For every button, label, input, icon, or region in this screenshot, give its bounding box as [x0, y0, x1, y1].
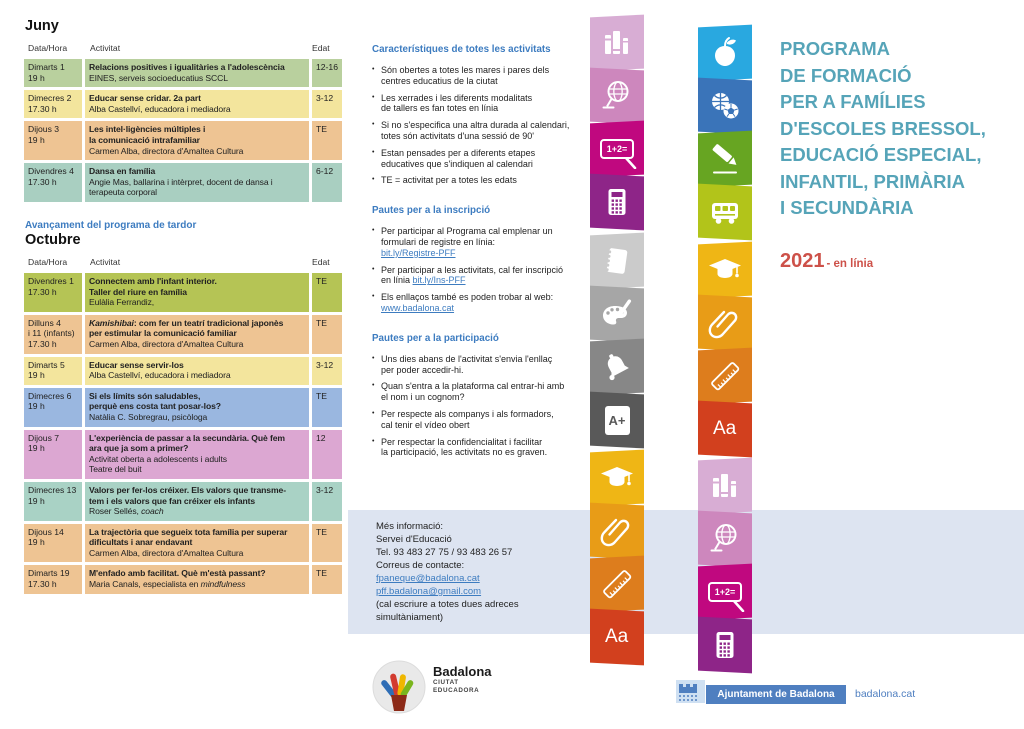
activity-title: M'enfado amb facilitat. Què m'està passant? — [89, 568, 266, 579]
grade-sheet-icon: A+ — [590, 392, 644, 449]
activity-presenter: Eulàlia Ferrandiz, — [89, 297, 155, 308]
activity-title: Dansa en família — [89, 166, 156, 177]
activity-cell — [85, 430, 309, 479]
age-cell: 6-12 — [312, 163, 342, 202]
blackboard-icon: 1+2= — [590, 121, 644, 178]
activity-presenter: Natàlia C. Sobregrau, psicòloga — [89, 411, 208, 422]
activity-title: Educar sense servir-los — [89, 359, 184, 370]
notebook-icon — [590, 233, 644, 290]
ajuntament-crest-icon — [676, 680, 705, 708]
link[interactable]: pff.badalona@gmail.com — [376, 586, 482, 597]
age-cell: TE — [312, 121, 342, 160]
bullet-dot: • — [372, 93, 375, 101]
table-row — [24, 482, 342, 521]
activity-presenter: EINES, serveis socioeducatius SCCL — [89, 72, 228, 83]
activity-title: L'experiència de passar a la secundària. Què fem ara que ja som a primer? — [89, 432, 285, 454]
date-cell: Dimecres 13 19 h — [24, 482, 82, 521]
activity-title: Valors per fer-los créixer. Els valors que transme- tem i els valors que fan créixer els infants — [89, 484, 286, 506]
activity-presenter: Angie Mas, ballarina i intèrpret, docent de dansa i terapeuta corporal — [89, 176, 273, 198]
ruler-icon — [590, 556, 644, 613]
activity-title: Educar sense cridar. 2a part — [89, 93, 201, 104]
info-section — [372, 205, 588, 314]
bell-icon — [590, 339, 644, 396]
link[interactable]: www.badalona.cat — [381, 302, 455, 313]
books-icon — [590, 15, 644, 72]
date-cell: Dijous 3 19 h — [24, 121, 82, 160]
activity-cell — [85, 59, 309, 87]
bullet-item — [372, 381, 588, 403]
ajuntament-label: Ajuntament de Badalona — [706, 685, 846, 704]
ruler-icon — [698, 348, 752, 405]
age-cell: TE — [312, 388, 342, 427]
activity-cell — [85, 482, 309, 521]
hand-logo-icon — [372, 660, 426, 719]
badalona-logo-sub2: EDUCADORA — [433, 686, 480, 694]
column-header-activity: Activitat — [90, 43, 121, 53]
date-cell: Dimecres 6 19 h — [24, 388, 82, 427]
bullet-dot: • — [372, 121, 375, 129]
date-cell: Dimarts 5 19 h — [24, 357, 82, 385]
icon-ribbon-group — [590, 16, 644, 228]
info-section — [372, 44, 588, 186]
icon-ribbon-group — [698, 26, 752, 238]
activity-presenter: Carmen Alba, directora d'Amaltea Cultura — [89, 145, 244, 156]
bullet-dot: • — [372, 176, 375, 184]
bullet-text: Són obertes a totes les mares i pares dels centres educatius de la ciutat — [381, 65, 550, 86]
table-row — [24, 388, 342, 427]
calculator-icon — [698, 617, 752, 674]
bullet-text: TE = activitat per a totes les edats — [381, 175, 517, 186]
apple-icon — [698, 25, 752, 82]
age-cell: TE — [312, 315, 342, 354]
bullet-dot: • — [372, 293, 375, 301]
juny-schedule — [24, 18, 342, 205]
link[interactable]: fpaneque@badalona.cat — [376, 573, 480, 584]
table-row — [24, 90, 342, 118]
icon-ribbon-group — [590, 234, 644, 446]
table-row — [24, 357, 342, 385]
activity-cell — [85, 90, 309, 118]
info-section — [372, 333, 588, 458]
age-cell: TE — [312, 273, 342, 312]
table-row — [24, 565, 342, 593]
date-cell: Dimecres 2 17.30 h — [24, 90, 82, 118]
date-cell: Divendres 1 17.30 h — [24, 273, 82, 312]
table-row — [24, 121, 342, 160]
link[interactable]: bit.ly/Registre-PFF — [381, 247, 456, 258]
graduation-cap-icon — [698, 242, 752, 299]
age-cell: 3-12 — [312, 90, 342, 118]
activity-title: La trajectòria que segueix tota família per superar dificultats i anar endavant — [89, 526, 288, 548]
activity-cell — [85, 357, 309, 385]
table-row — [24, 273, 342, 312]
age-cell: 12-16 — [312, 59, 342, 87]
bullet-text: Per participar a les activitats, cal fer inscripció en línia bit.ly/Ins-PFF — [381, 264, 564, 286]
globe-icon — [698, 511, 752, 568]
table-row — [24, 430, 342, 479]
table-row — [24, 524, 342, 563]
year-line — [780, 250, 873, 273]
bullet-item — [372, 65, 588, 87]
link[interactable]: bit.ly/Ins-PFF — [412, 275, 466, 286]
bullet-item — [372, 265, 588, 287]
date-cell: Dilluns 4 i 11 (infants) 17.30 h — [24, 315, 82, 354]
books-icon — [698, 458, 752, 515]
bullet-item — [372, 437, 588, 459]
juny-title: Juny — [25, 18, 59, 34]
activity-presenter: Activitat oberta a adolescents i adults Teatre del buit — [89, 453, 227, 475]
activity-cell — [85, 565, 309, 593]
bullet-text: Quan s'entra a la plataforma cal entrar-hi amb el nom i un cognom? — [381, 381, 565, 403]
section-heading: Característiques de totes les activitats — [372, 44, 551, 55]
column-header-date: Data/Hora — [28, 43, 68, 53]
icon-ribbon-group — [698, 243, 752, 455]
activity-presenter: Maria Canals, especialista en mindfulness — [89, 579, 246, 590]
table-header — [24, 257, 342, 267]
section-heading: Pautes per a la participació — [372, 332, 499, 344]
year-suffix: - en línia — [826, 258, 874, 270]
icon-ribbon-group — [590, 451, 644, 663]
column-header-activity: Activitat — [90, 257, 121, 267]
table-row — [24, 315, 342, 354]
date-cell: Divendres 4 17.30 h — [24, 163, 82, 202]
bullet-text: Per participar al Programa cal emplenar un formulari de registre en línia: bit.ly/Registre-PFF — [381, 226, 553, 258]
bullet-dot: • — [372, 354, 375, 362]
globe-icon — [590, 68, 644, 125]
bullet-item — [372, 93, 588, 115]
calculator-icon — [590, 174, 644, 231]
bullet-item — [372, 409, 588, 431]
bullet-dot: • — [372, 148, 375, 156]
palette-icon — [590, 286, 644, 343]
bullet-text: Per respecte als companys i als formadors, cal tenir el vídeo obert — [381, 408, 554, 430]
bullet-item — [372, 120, 588, 142]
letters-icon: Aa — [698, 401, 752, 458]
badalona-ciutat-educadora-logo — [372, 660, 492, 719]
column-header-age: Edat — [312, 43, 330, 53]
bullet-item — [372, 354, 588, 376]
table-row — [24, 59, 342, 87]
date-cell: Dijous 7 19 h — [24, 430, 82, 479]
bullet-dot: • — [372, 227, 375, 235]
activity-presenter: Carmen Alba, directora d'Amaltea Cultura — [89, 338, 244, 349]
letters-icon: Aa — [590, 609, 644, 666]
bullet-dot: • — [372, 409, 375, 417]
bullet-text: Els enllaços també es poden trobar al web: www.badalona.cat — [381, 292, 554, 313]
activity-cell — [85, 524, 309, 563]
activity-cell — [85, 121, 309, 160]
activity-cell — [85, 273, 309, 312]
blackboard-icon: 1+2= — [698, 564, 752, 621]
activity-presenter: Roser Sellés, coach — [89, 506, 164, 517]
pencil-icon — [698, 131, 752, 188]
bullet-text: Si no s'especifica una altra durada al calendari, totes són activitats d'una sessió de 90' — [381, 120, 570, 141]
sports-balls-icon — [698, 78, 752, 135]
age-cell: 3-12 — [312, 357, 342, 385]
activity-cell — [85, 388, 309, 427]
activity-cell — [85, 315, 309, 354]
bullet-dot: • — [372, 382, 375, 390]
paperclip-icon — [698, 295, 752, 352]
icon-ribbon-group — [698, 459, 752, 671]
contact-info: Més informació: Servei d'Educació Tel. 93 483 27 75 / 93 483 26 57 Correus de contacte: fpaneque@badalona.cat pff.badalona@gmail.com (cal escriure a totes dues adreces simultàniament) — [376, 521, 519, 623]
ajuntament-banner — [676, 680, 915, 708]
bullet-item — [372, 148, 588, 170]
year: 2021 — [780, 250, 825, 272]
date-cell: Dijous 14 19 h — [24, 524, 82, 563]
bullet-item — [372, 292, 588, 314]
column-header-age: Edat — [312, 257, 330, 267]
activity-presenter: Alba Castellví, educadora i mediadora — [89, 370, 231, 381]
activity-title: Les intel·ligències múltiples i la comunicació intrafamiliar — [89, 124, 206, 145]
bullet-text: Estan pensades per a diferents etapes educatives que s'indiquen al calendari — [381, 147, 536, 169]
badalona-logo-text: Badalona — [433, 664, 492, 679]
age-cell: 12 — [312, 430, 342, 479]
date-cell: Dimarts 1 19 h — [24, 59, 82, 87]
activity-presenter: Alba Castellví, educadora i mediadora — [89, 103, 231, 114]
activity-title: Kamishibai: com fer un teatrí tradicional japonès per estimular la comunicació familiar — [89, 317, 284, 339]
bullet-dot: • — [372, 265, 375, 273]
graduation-cap-icon — [590, 450, 644, 507]
school-bus-icon — [698, 184, 752, 241]
section-heading: Pautes per a la inscripció — [372, 205, 491, 217]
activity-cell — [85, 163, 309, 202]
bullet-text: Les xerrades i les diferents modalitats de tallers es fan totes en línia — [381, 92, 533, 114]
bullet-text: Uns dies abans de l'activitat s'envia l'enllaç per poder accedir-hi. — [381, 353, 553, 375]
bullet-dot: • — [372, 437, 375, 445]
bullet-dot: • — [372, 66, 375, 73]
age-cell: TE — [312, 565, 342, 593]
octubre-schedule — [24, 220, 342, 597]
bullet-text: Per respectar la confidencialitat i facilitar la participació, les activitats no es graven. — [381, 436, 548, 458]
website-label: badalona.cat — [855, 688, 916, 700]
activity-title: Si els límits són saludables, perquè ens costa tant posar-los? — [89, 390, 221, 412]
table-row — [24, 163, 342, 202]
badalona-logo-sub1: CIUTAT — [433, 679, 459, 686]
date-cell: Dimarts 19 17.30 h — [24, 565, 82, 593]
activity-title: Relacions positives i igualitàries a l'adolescència — [89, 62, 285, 72]
program-title: PROGRAMA DE FORMACIÓ PER A FAMÍLIES D'ESCOLES BRESSOL, EDUCACIÓ ESPECIAL, INFANTIL, PRIMÀRIA I SECUNDÀRIA — [780, 38, 986, 218]
column-header-date: Data/Hora — [28, 257, 68, 267]
bullet-item — [372, 226, 588, 258]
table-header — [24, 43, 342, 53]
octubre-pre-title: Avançament del programa de tardor — [25, 220, 197, 231]
octubre-title: Octubre — [25, 232, 81, 248]
bullet-item — [372, 175, 588, 186]
info-sections — [372, 44, 588, 477]
activity-presenter: Carmen Alba, directora d'Amaltea Cultura — [89, 547, 244, 558]
activity-title: Connectem amb l'infant interior. Taller del riure en família — [89, 276, 217, 297]
age-cell: TE — [312, 524, 342, 563]
paperclip-icon — [590, 503, 644, 560]
age-cell: 3-12 — [312, 482, 342, 521]
